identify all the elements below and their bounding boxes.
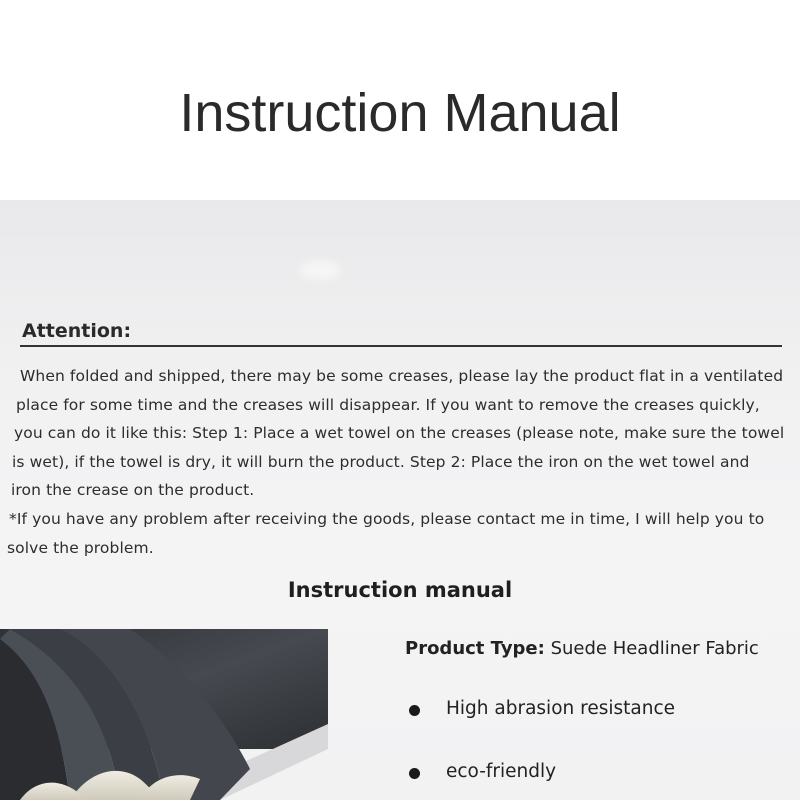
attention-rule <box>20 345 782 347</box>
header-banner <box>0 0 800 200</box>
bullet-icon <box>409 768 420 779</box>
attention-line: solve the problem. <box>7 539 154 557</box>
attention-line: is wet), if the towel is dry, it will burn the product. Step 2: Place the iron on the wet towel and <box>12 453 750 471</box>
attention-line: place for some time and the creases will disappear. If you want to remove the creases quickly, <box>16 396 760 414</box>
bullet-icon <box>409 705 420 716</box>
document-photo <box>0 200 800 800</box>
page-title: Instruction Manual <box>179 83 621 143</box>
attention-line: iron the crease on the product. <box>11 481 255 499</box>
attention-line: When folded and shipped, there may be some creases, please lay the product flat in a ventilated <box>20 367 784 385</box>
feature-item: High abrasion resistance <box>446 698 675 719</box>
feature-item: eco-friendly <box>446 761 557 782</box>
attention-heading: Attention: <box>22 320 132 342</box>
product-type-value: Suede Headliner Fabric <box>544 638 759 659</box>
fabric-image <box>0 629 328 800</box>
attention-line: you can do it like this: Step 1: Place a wet towel on the creases (please note, make sure the towel <box>14 424 785 442</box>
attention-line: *If you have any problem after receiving the goods, please contact me in time, I will help you to <box>9 510 765 528</box>
product-type <box>405 638 759 659</box>
product-type-label: Product Type: <box>405 638 545 659</box>
paper-crease <box>300 260 340 280</box>
fabric-rolls-illustration <box>0 629 328 800</box>
manual-heading: Instruction manual <box>287 578 513 602</box>
